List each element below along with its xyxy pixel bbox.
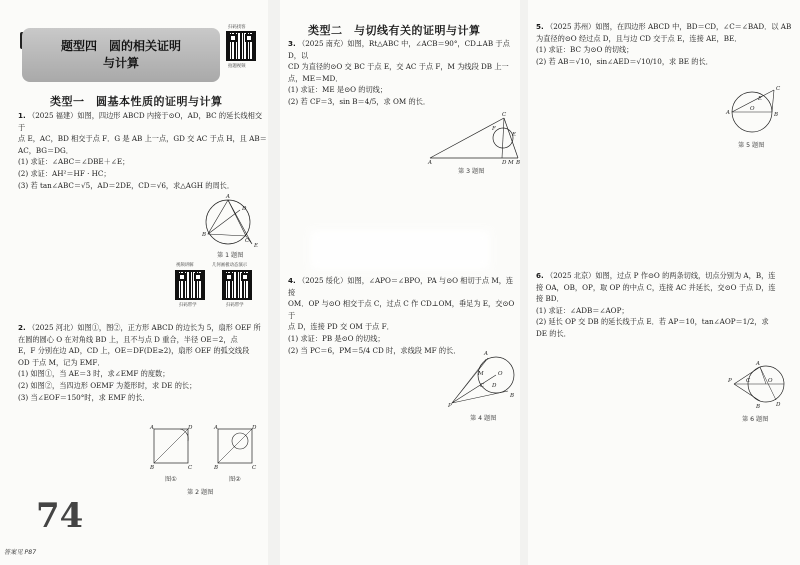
svg-text:O: O [768, 378, 773, 384]
q6-line3: 接 BD． [536, 294, 564, 304]
q5-line1: （2025 苏州）如图，在四边形 ABCD 中，BD＝CD，∠C＝∠BAD．以 AB [546, 22, 792, 31]
question-2 [18, 322, 268, 403]
q2-line7: (3) 当∠EOF＝150°时，求 EMF 的长． [18, 392, 150, 402]
svg-text:C: C [245, 238, 250, 244]
right-page [528, 0, 800, 565]
svg-text:A: A [726, 110, 730, 116]
svg-text:E: E [758, 96, 763, 102]
q6-line1: （2025 北京）如图，过点 P 作⊙O 的两条切线，切点分别为 A，B，连 [546, 271, 776, 280]
answer-reference: 答案见 P87 [4, 549, 37, 556]
q2-number: 2. [18, 323, 26, 332]
svg-text:D: D [252, 425, 257, 431]
svg-text:A: A [150, 425, 154, 431]
q4-line4: (1) 求证：PB 是⊙O 的切线； [288, 333, 385, 343]
svg-text:B: B [150, 465, 155, 471]
svg-text:A: A [226, 194, 230, 200]
qr2-label-bottom: 扫码带学 [226, 303, 244, 308]
question-4 [288, 275, 518, 356]
svg-text:B: B [774, 112, 779, 118]
q6-line5: (2) 延长 OP 交 DB 的延长线于点 E．若 AP＝10，tan∠AOP＝1/2，求 [536, 317, 769, 327]
svg-text:C: C [252, 465, 257, 471]
svg-text:C: C [746, 378, 751, 384]
page-number: 74 [36, 496, 84, 536]
svg-text:B: B [202, 232, 207, 238]
q2-fig1-label: 图① [165, 476, 177, 483]
q1-figure [196, 192, 268, 248]
q1-line6: (3) 若 tan∠ABC＝√5，AD＝2DE，CD＝√6，求△AGH 的周长． [18, 180, 235, 190]
svg-text:A: A [428, 160, 432, 166]
q3-figure [428, 112, 520, 164]
q2-line1: （2025 河北）如图①，图②，正方形 ABCD 的边长为 5，扇形 OEF 所 [28, 323, 261, 332]
q3-line5: (2) 若 CF＝3，sin B＝4/5，求 OM 的长． [288, 96, 431, 106]
banner-line1: 题型四 圆的相关证明 [60, 39, 181, 53]
q2-line4: OD 于点 M，记为 EMF． [18, 357, 105, 367]
qr-top-label: 扫码找客 [228, 25, 246, 30]
qr2-label-top: 几何画板动态演示 [212, 263, 248, 268]
q1-line3: AC，BG＝DG． [18, 145, 73, 155]
q4-line2: OM．OP 与⊙O 相交于点 C，过点 C 作 CD⊥OM，垂足为 E，交⊙O 于 [288, 299, 515, 320]
q2-line5: (1) 如图①，当 AE＝3 时，求∠EMF 的度数； [18, 369, 170, 379]
qr-bottom-label: 拍题视频 [228, 64, 246, 69]
q3-line1: （2025 南充）如图，Rt△ABC 中，∠ACB＝90°，CD⊥AB 于点 D，以 [288, 39, 510, 60]
q4-caption: 第 4 题图 [470, 415, 497, 422]
q5-number: 5. [536, 22, 544, 31]
svg-text:D: D [776, 402, 781, 408]
q5-line3: (1) 求证：BC 为⊙O 的切线； [536, 45, 634, 55]
q6-line2: 接 OA，OB，OP，取 OP 的中点 C，连接 AC 并延长，交⊙O 于点 D，连 [536, 282, 776, 292]
q2-caption: 第 2 题图 [187, 489, 214, 496]
svg-text:C: C [776, 86, 781, 92]
blurred-watermark [310, 230, 490, 270]
question-6 [536, 270, 798, 340]
q3-line4: (1) 求证：ME 是⊙O 的切线； [288, 85, 388, 95]
q5-figure [724, 86, 786, 138]
q2-line3: E，F 分别在边 AD，CD 上，OE＝DF(DE≥2)，扇形 OEF 的弧交线段 [18, 346, 250, 356]
q3-caption: 第 3 题图 [458, 168, 485, 175]
svg-text:C: C [188, 465, 193, 471]
q2-figure-1 [150, 425, 192, 471]
middle-page [280, 0, 520, 565]
q1-line5: (2) 求证：AH²＝HF · HC； [18, 168, 111, 178]
question-3 [288, 38, 518, 108]
question-1 [18, 110, 268, 191]
q2-line2: 在圆的圆心 O 在对角线 BD 上，且不与点 D 重合，半径 OE＝2，点 [18, 334, 238, 344]
banner-line2: 与计算 [102, 56, 139, 70]
svg-text:D: D [492, 383, 497, 389]
q6-figure [728, 360, 790, 410]
svg-text:F: F [492, 126, 496, 132]
qr-code-demo[interactable] [222, 270, 252, 300]
q1-line1: （2025 福建）如图，四边形 ABCD 内接于⊙O，AD，BC 的延长线相交于 [18, 111, 263, 132]
section-title-2: 类型二 与切线有关的证明与计算 [308, 24, 481, 37]
q1-line2: 点 E，AC，BD 相交于点 F．G 是 AB 上一点，GD 交 AC 于点 H，且 AB＝ [18, 134, 267, 144]
svg-text:D: D [242, 206, 247, 212]
section-title-1: 类型一 圆基本性质的证明与计算 [50, 95, 223, 108]
q4-line1: （2025 绥化）如图，∠APO＝∠BPO，PA 与⊙O 相切于点 M，连接 [288, 276, 514, 297]
svg-text:D: D [502, 160, 507, 166]
q4-line3: 点 D，连接 PD 交 OM 于点 F． [288, 322, 394, 332]
q3-line3: 点，ME＝MD． [288, 73, 343, 83]
q2-figure-2 [214, 425, 256, 471]
q1-line4: (1) 求证：∠ABC＝∠DBE＋∠E； [18, 157, 130, 167]
svg-text:E: E [512, 132, 517, 138]
qr1-label-top: 视频讲解 [176, 263, 194, 268]
svg-text:P: P [448, 403, 452, 409]
q6-line4: (1) 求证：∠ADB＝∠AOP； [536, 305, 629, 315]
left-page [0, 0, 268, 565]
q6-line6: DE 的长． [536, 328, 571, 338]
svg-text:M: M [508, 160, 514, 166]
q1-caption: 第 1 题图 [217, 252, 244, 259]
svg-text:E: E [254, 243, 259, 249]
svg-text:A: A [484, 351, 488, 357]
svg-text:C: C [502, 112, 507, 118]
svg-text:B: B [214, 465, 219, 471]
q5-caption: 第 5 题图 [738, 142, 765, 149]
qr1-label-bottom: 扫码带学 [179, 303, 197, 308]
svg-text:C: C [480, 383, 485, 389]
q5-line4: (2) 若 AB＝√10，sin∠AED＝√10/10，求 BE 的长． [536, 56, 713, 66]
q2-line6: (2) 如图②，当四边形 OEMF 为菱形时，求 DE 的长； [18, 380, 197, 390]
q3-line2: CD 为直径的⊙O 交 BC 于点 E，交 AC 于点 F，M 为线段 DB 上一 [288, 62, 509, 72]
svg-text:P: P [728, 378, 732, 384]
q2-fig2-label: 图② [229, 476, 241, 483]
svg-text:A: A [756, 361, 760, 367]
qr-code-video[interactable] [175, 270, 205, 300]
q3-number: 3. [288, 39, 296, 48]
q6-caption: 第 6 题图 [742, 416, 769, 423]
svg-text:M: M [478, 371, 484, 377]
svg-text:B: B [756, 404, 761, 410]
q5-line2: 为直径的⊙O 经过点 D，且与边 CD 交于点 E，连接 AE，BE． [536, 33, 742, 43]
svg-text:D: D [188, 425, 193, 431]
svg-text:O: O [750, 106, 755, 112]
q1-number: 1. [18, 111, 26, 120]
q4-figure [448, 345, 518, 409]
chapter-banner [22, 28, 220, 82]
q4-line5: (2) 当 PC＝6，PM＝5/4 CD 时，求线段 MF 的长． [288, 345, 461, 355]
svg-text:B: B [510, 393, 515, 399]
qr-code-top[interactable] [226, 31, 256, 61]
q6-number: 6. [536, 271, 544, 280]
svg-text:O: O [498, 371, 503, 377]
q4-number: 4. [288, 276, 296, 285]
svg-text:B: B [516, 160, 521, 166]
question-5 [536, 21, 798, 67]
svg-text:A: A [214, 425, 218, 431]
